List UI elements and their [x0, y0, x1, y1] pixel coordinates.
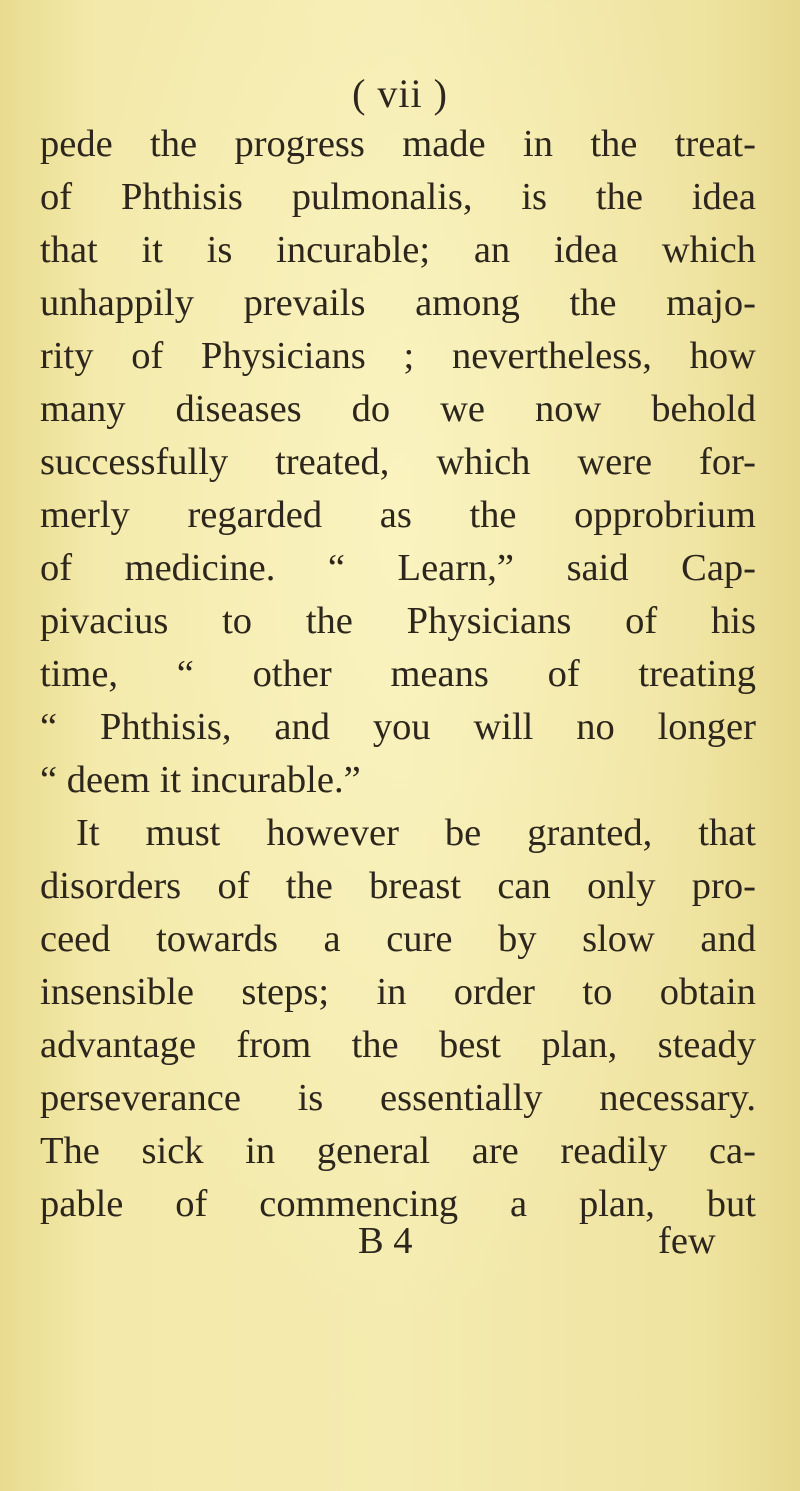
text-line [40, 118, 756, 171]
text-line [40, 648, 756, 701]
word: the [150, 123, 198, 165]
word: order [453, 971, 535, 1013]
word: progress [234, 123, 365, 165]
word: unhappily [40, 282, 194, 324]
word: best [438, 1024, 502, 1066]
word: an [473, 229, 511, 271]
word: you [372, 706, 431, 748]
word: general [316, 1130, 431, 1172]
word: pable [40, 1183, 124, 1225]
text-line [40, 595, 756, 648]
body-text [40, 118, 756, 1231]
word: steps; [241, 971, 330, 1013]
word: in [523, 123, 553, 165]
word: advantage [40, 1024, 197, 1066]
word: merly [40, 494, 130, 536]
text-line [40, 224, 756, 277]
word: breast [369, 865, 462, 907]
word: insensible [40, 971, 194, 1013]
word: the [469, 494, 517, 536]
word: idea [553, 229, 619, 271]
word: majo- [666, 282, 756, 324]
text-line [40, 436, 756, 489]
word: ; [403, 335, 415, 377]
word: towards [156, 918, 278, 960]
word: nevertheless, [451, 335, 652, 377]
word: regarded [187, 494, 323, 536]
text-line [40, 1072, 756, 1125]
word: and [274, 706, 330, 748]
word: medicine. [124, 547, 276, 589]
text-line [40, 383, 756, 436]
word: obtain [659, 971, 756, 1013]
word: no [576, 706, 615, 748]
word: ceed [40, 918, 111, 960]
word: that [40, 229, 98, 271]
text-line [40, 913, 756, 966]
word: in [376, 971, 407, 1013]
word: by [498, 918, 537, 960]
word: of [175, 1183, 208, 1225]
word: treating [638, 653, 756, 695]
word: “ [40, 706, 58, 748]
word: behold [651, 388, 756, 430]
word: slow [582, 918, 655, 960]
word: were [577, 441, 653, 483]
word: which [436, 441, 531, 483]
text-line [40, 807, 756, 860]
word: Physicians [201, 335, 366, 377]
word: “ [176, 653, 194, 695]
word: steady [657, 1024, 756, 1066]
word: longer [657, 706, 756, 748]
word: diseases [175, 388, 302, 430]
word: that [698, 812, 756, 854]
word: the [590, 123, 638, 165]
word: Learn,” [397, 547, 515, 589]
word: many [40, 388, 126, 430]
word: cure [386, 918, 453, 960]
word: prevails [243, 282, 366, 324]
word: readily [560, 1130, 668, 1172]
word: the [569, 282, 617, 324]
word: we [440, 388, 485, 430]
word: of [40, 176, 73, 218]
word: sick [141, 1130, 204, 1172]
text-line [40, 171, 756, 224]
word: other [252, 653, 332, 695]
word: treated, [275, 441, 390, 483]
text-line [40, 489, 756, 542]
word: made [402, 123, 486, 165]
word: idea [691, 176, 756, 218]
word: is [206, 229, 233, 271]
word: commencing [259, 1183, 459, 1225]
word: Cap- [681, 547, 756, 589]
word: said [566, 547, 629, 589]
catchword: few [658, 1220, 716, 1262]
word: time, [40, 653, 119, 695]
word: are [471, 1130, 519, 1172]
word: to [582, 971, 613, 1013]
word: the [305, 600, 353, 642]
page-header: ( vii ) [352, 71, 448, 116]
word: perseverance [40, 1077, 241, 1119]
text-line [40, 701, 756, 754]
text-line [40, 542, 756, 595]
word: “ [327, 547, 345, 589]
word: how [689, 335, 756, 377]
word: as [379, 494, 412, 536]
word: a [509, 1183, 528, 1225]
text-line [40, 860, 756, 913]
word: means [390, 653, 489, 695]
word: in [245, 1130, 276, 1172]
text-line: “ deem it incurable.” [40, 759, 361, 801]
word: the [285, 865, 333, 907]
word: will [473, 706, 534, 748]
word: must [145, 812, 221, 854]
word: incurable; [276, 229, 431, 271]
word: Phthisis, [99, 706, 232, 748]
word: pivacius [40, 600, 169, 642]
word: Physicians [406, 600, 572, 642]
word: ca- [708, 1130, 756, 1172]
word: plan, [578, 1183, 655, 1225]
word: rity [40, 335, 94, 377]
word: pulmonalis, [291, 176, 473, 218]
page-footer [40, 1215, 756, 1267]
word: it [141, 229, 163, 271]
word: successfully [40, 441, 229, 483]
word: granted, [527, 812, 653, 854]
word: of [547, 653, 580, 695]
word: the [351, 1024, 399, 1066]
text-line [40, 330, 756, 383]
word: among [415, 282, 520, 324]
signature-mark: B 4 [358, 1220, 413, 1262]
word: opprobrium [574, 494, 756, 536]
word: do [351, 388, 391, 430]
word: of [40, 547, 73, 589]
text-line [40, 966, 756, 1019]
word: but [706, 1183, 756, 1225]
word: and [700, 918, 756, 960]
word: plan, [541, 1024, 618, 1066]
word: of [625, 600, 658, 642]
word: be [444, 812, 482, 854]
word: a [323, 918, 341, 960]
word: is [297, 1077, 324, 1119]
word: to [222, 600, 253, 642]
word: disorders [40, 865, 182, 907]
word: however [266, 812, 399, 854]
word: the [595, 176, 643, 218]
text-line [40, 277, 756, 330]
word: Phthisis [120, 176, 243, 218]
word: which [661, 229, 756, 271]
word: for- [699, 441, 756, 483]
word: of [131, 335, 164, 377]
word: essentially [380, 1077, 543, 1119]
word: from [236, 1024, 312, 1066]
text-line [40, 1125, 756, 1178]
word: The [40, 1130, 100, 1172]
word: is [521, 176, 548, 218]
word: his [711, 600, 756, 642]
word: pro- [691, 865, 756, 907]
word: of [217, 865, 250, 907]
word: treat- [674, 123, 756, 165]
word: necessary. [599, 1077, 756, 1119]
word: pede [40, 123, 113, 165]
word: only [587, 865, 656, 907]
text-line [40, 1019, 756, 1072]
word: now [534, 388, 602, 430]
word: It [76, 812, 100, 854]
word: can [497, 865, 551, 907]
